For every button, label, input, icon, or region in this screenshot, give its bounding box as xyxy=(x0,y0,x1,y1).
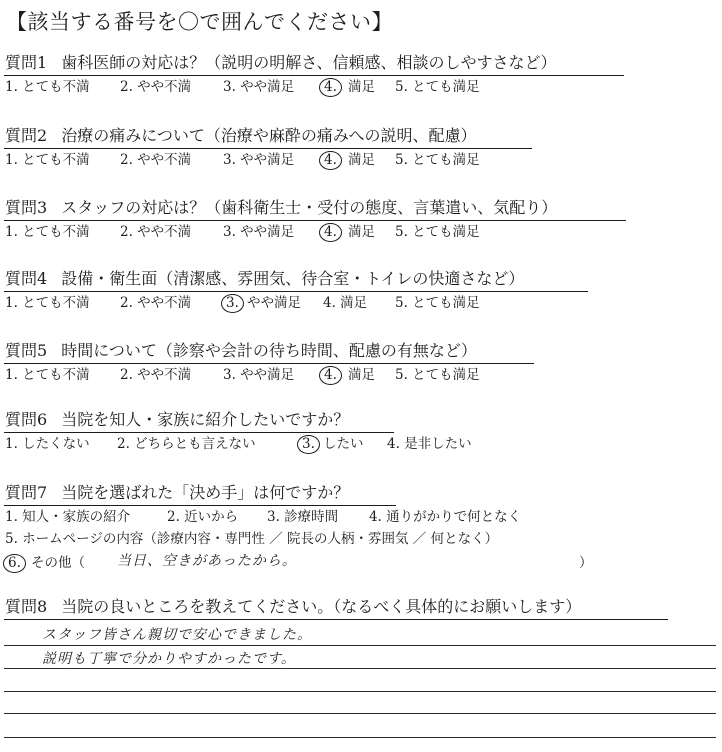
option-1[interactable]: 1. とても不満 xyxy=(5,367,90,383)
option-2[interactable]: 2. やや不満 xyxy=(120,367,192,383)
option-4[interactable]: 4. 是非したい xyxy=(387,436,472,452)
question-number: 質問6 xyxy=(5,410,48,429)
question-underline xyxy=(4,505,396,506)
option-6-selected[interactable] xyxy=(7,553,26,573)
question-title xyxy=(5,483,349,503)
option-6-label: その他（ xyxy=(31,555,85,571)
option-4[interactable]: 4. 通りがかりで何となく xyxy=(369,509,522,525)
question-underline xyxy=(4,432,394,433)
question-text: 設備・衛生面（清潔感、雰囲気、待合室・トイレの快適さなど） xyxy=(61,269,525,288)
answer-line-1-text: スタッフ皆さん親切で安心できました。 xyxy=(42,627,312,643)
question-text: スタッフの対応は？（歯科衛生士・受付の態度、言葉遣い、気配り） xyxy=(61,198,558,217)
option-4-label: 満足 xyxy=(348,152,375,168)
question-title xyxy=(5,597,581,617)
question-number: 質問8 xyxy=(5,597,48,616)
selection-circle: 6. xyxy=(3,554,26,573)
option-2[interactable]: 2. やや不満 xyxy=(120,224,192,240)
question-number: 質問1 xyxy=(5,53,48,72)
option-5[interactable]: 5. とても満足 xyxy=(395,295,480,311)
selection-circle: 4. xyxy=(319,223,342,242)
question-number: 質問5 xyxy=(5,341,48,360)
option-1[interactable]: 1. とても不満 xyxy=(5,152,90,168)
option-2[interactable]: 2. どちらとも言えない xyxy=(117,436,256,452)
answer-line xyxy=(4,691,716,692)
answer-line xyxy=(4,737,716,738)
question-underline xyxy=(4,148,532,149)
option-4-label: 満足 xyxy=(348,367,375,383)
option-5[interactable]: 5. とても満足 xyxy=(395,152,480,168)
question-underline xyxy=(4,291,588,292)
question-title xyxy=(5,198,557,218)
option-3[interactable]: 3. やや満足 xyxy=(223,152,295,168)
question-number: 質問2 xyxy=(5,126,48,145)
question-title xyxy=(5,410,349,430)
selection-circle: 3. xyxy=(297,435,320,454)
question-title xyxy=(5,341,477,361)
answer-line-2-text: 説明も丁寧で分かりやすかったです。 xyxy=(42,651,296,667)
question-text: 当院を選ばれた「決め手」は何ですか？ xyxy=(61,483,350,502)
option-2[interactable]: 2. 近いから xyxy=(167,509,239,525)
question-text: 治療の痛みについて（治療や麻酔の痛みへの説明、配慮） xyxy=(61,126,477,145)
option-3-label: やや満足 xyxy=(247,295,301,311)
question-number: 質問3 xyxy=(5,198,48,217)
option-3-selected[interactable] xyxy=(301,434,320,454)
option-1[interactable]: 1. とても不満 xyxy=(5,224,90,240)
option-4-selected[interactable] xyxy=(323,77,342,97)
option-4-label: 満足 xyxy=(348,224,375,240)
question-title xyxy=(5,269,524,289)
option-2[interactable]: 2. やや不満 xyxy=(120,295,192,311)
option-5[interactable]: 5. とても満足 xyxy=(395,367,480,383)
question-underline xyxy=(4,363,534,364)
question-title xyxy=(5,126,477,146)
question-underline xyxy=(4,619,668,620)
option-1[interactable]: 1. 知人・家族の紹介 xyxy=(5,509,131,525)
option-3[interactable]: 3. やや満足 xyxy=(223,224,295,240)
question-number: 質問7 xyxy=(5,483,48,502)
option-4[interactable]: 4. 満足 xyxy=(323,295,368,311)
option-1[interactable]: 1. とても不満 xyxy=(5,295,90,311)
answer-line xyxy=(4,645,716,646)
selection-circle: 3. xyxy=(221,294,244,313)
selection-circle: 4. xyxy=(319,151,342,170)
option-4-selected[interactable] xyxy=(323,150,342,170)
option-2[interactable]: 2. やや不満 xyxy=(120,152,192,168)
question-text: 時間について（診察や会計の待ち時間、配慮の有無など） xyxy=(61,341,477,360)
selection-circle: 4. xyxy=(319,366,342,385)
option-4-label: 満足 xyxy=(348,79,375,95)
question-underline xyxy=(4,220,626,221)
answer-line xyxy=(4,713,716,714)
option-3-selected[interactable] xyxy=(225,293,244,313)
option-4-selected[interactable] xyxy=(323,222,342,242)
question-underline xyxy=(4,75,624,76)
option-2[interactable]: 2. やや不満 xyxy=(120,79,192,95)
option-5[interactable]: 5. ホームページの内容（診療内容・専門性 ／ 院長の人柄・雰囲気 ／ 何となく） xyxy=(5,531,499,547)
option-1[interactable]: 1. したくない xyxy=(5,436,90,452)
answer-line xyxy=(4,668,716,669)
question-text: 歯科医師の対応は？（説明の明解さ、信頼感、相談のしやすさなど） xyxy=(61,53,557,72)
option-1[interactable]: 1. とても不満 xyxy=(5,79,90,95)
question-title xyxy=(5,53,557,73)
option-6-close-paren: ） xyxy=(579,555,593,571)
option-5[interactable]: 5. とても満足 xyxy=(395,224,480,240)
handwritten-other-reason: 当日、空きがあったから。 xyxy=(117,553,297,569)
option-5[interactable]: 5. とても満足 xyxy=(395,79,480,95)
selection-circle: 4. xyxy=(319,78,342,97)
option-3[interactable]: 3. 診療時間 xyxy=(267,509,339,525)
option-4-selected[interactable] xyxy=(323,365,342,385)
page-title: 【該当する番号を〇で囲んでください】 xyxy=(6,10,393,34)
question-text: 当院の良いところを教えてください。（なるべく具体的にお願いします） xyxy=(61,597,582,616)
option-3-label: したい xyxy=(323,436,364,452)
question-text: 当院を知人・家族に紹介したいですか？ xyxy=(61,410,350,429)
option-3[interactable]: 3. やや満足 xyxy=(223,367,295,383)
question-number: 質問4 xyxy=(5,269,48,288)
option-3[interactable]: 3. やや満足 xyxy=(223,79,295,95)
